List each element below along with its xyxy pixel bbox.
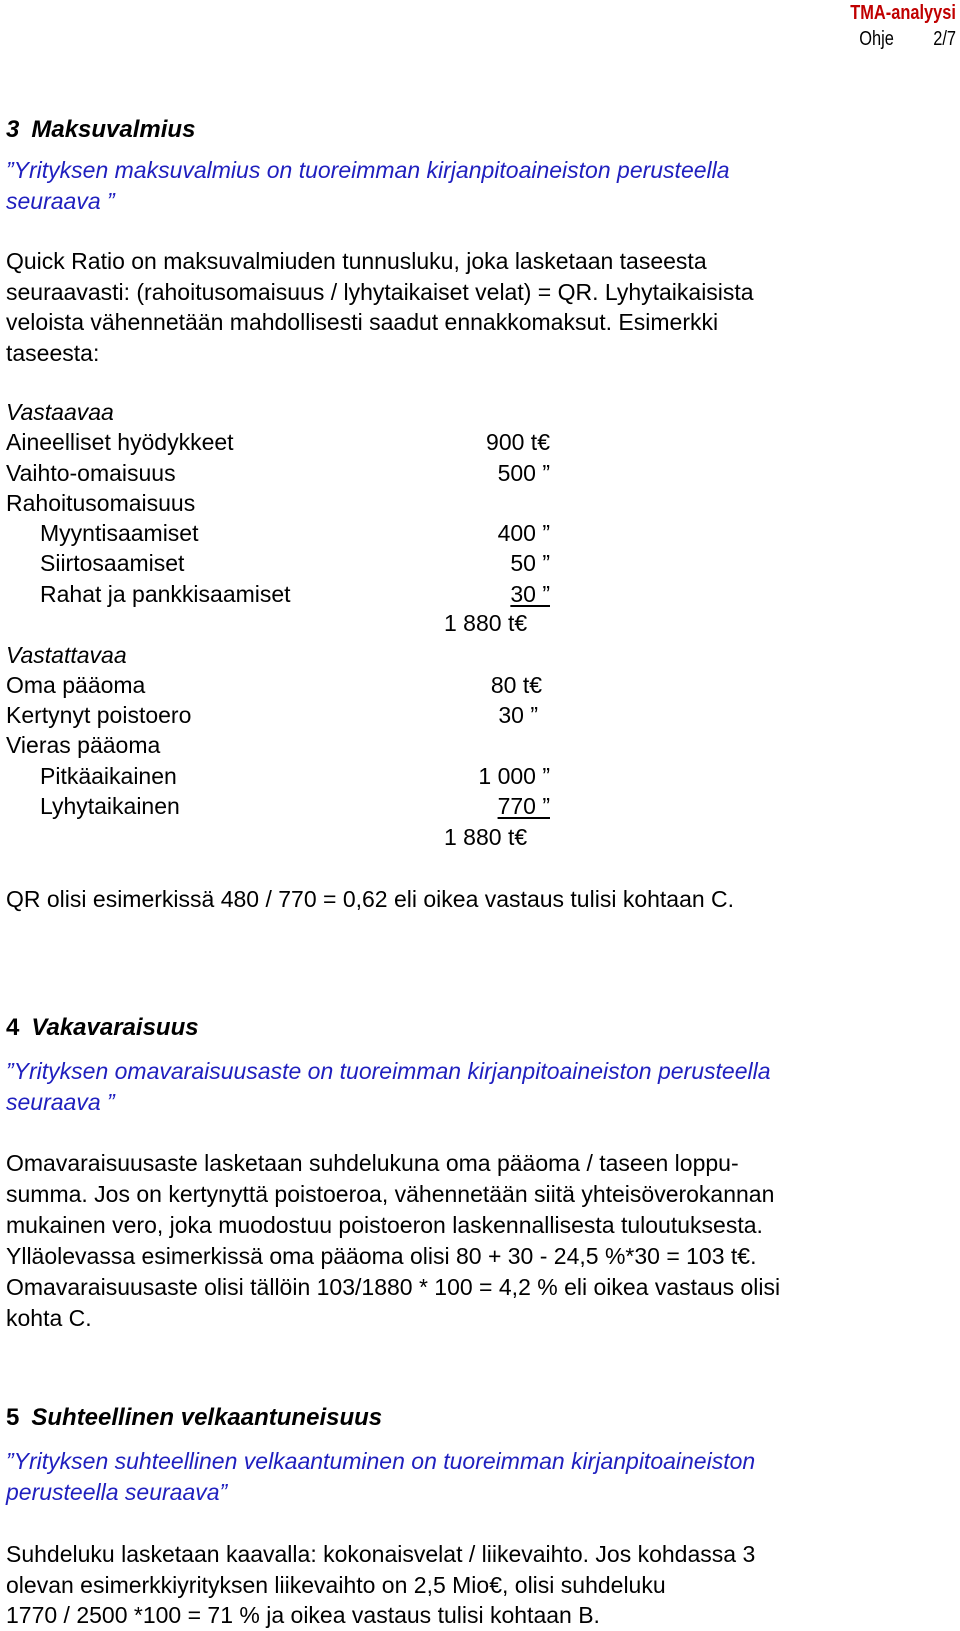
section-3-quote-line-1: ”Yrityksen maksuvalmius on tuoreimman kirjanpitoaineiston perusteella	[6, 157, 730, 183]
liability-label: Vieras pääoma	[6, 732, 161, 758]
liability-value: 770 ”	[497, 793, 550, 819]
liability-label: Lyhytaikainen	[40, 793, 180, 819]
liabilities-total: 1 880 t€	[444, 824, 528, 850]
asset-label: Myyntisaamiset	[40, 520, 199, 546]
section-3-number: 3	[6, 116, 20, 143]
section-4-title: Vakavaraisuus	[31, 1014, 199, 1041]
section-3-heading	[6, 114, 195, 145]
section-4-body-line-5: Omavaraisuusaste olisi tällöin 103/1880 * 100 = 4,2 % eli oikea vastaus olisi	[6, 1274, 781, 1300]
asset-row	[6, 548, 566, 579]
section-3-body-line-2: seuraavasti: (rahoitusomaisuus / lyhytaikaiset velat) = QR. Lyhytaikaisista	[6, 279, 754, 305]
section-3-body-line-1: Quick Ratio on maksuvalmiuden tunnusluku, joka lasketaan taseesta	[6, 248, 707, 274]
section-5-body-line-3: 1770 / 2500 *100 = 71 % ja oikea vastaus tulisi kohtaan B.	[6, 1602, 600, 1628]
asset-row	[6, 579, 566, 610]
section-5-quote-line-1: ”Yrityksen suhteellinen velkaantuminen on tuoreimman kirjanpitoaineiston	[6, 1448, 756, 1474]
asset-row	[6, 427, 566, 458]
section-5-title: Suhteellinen velkaantuneisuus	[31, 1404, 383, 1431]
section-5-number: 5	[6, 1404, 20, 1431]
section-4-body-line-6: kohta C.	[6, 1305, 92, 1331]
header-brand: TMA-analyysi	[850, 2, 956, 24]
liability-label: Kertynyt poistoero	[6, 702, 192, 728]
section-3-quote-line-2: seuraava ”	[6, 188, 115, 214]
liability-value: 30 ”	[498, 702, 538, 728]
section-4-body-line-1: Omavaraisuusaste lasketaan suhdelukuna oma pääoma / taseen loppu-	[6, 1150, 739, 1176]
section-3-title: Maksuvalmius	[31, 116, 196, 143]
asset-row	[6, 518, 566, 549]
page-number: 2/7	[933, 28, 956, 50]
liability-label: Pitkäaikainen	[40, 763, 177, 789]
section-5-heading	[6, 1402, 382, 1433]
liability-row	[6, 791, 566, 822]
section-5-body-line-2: olevan esimerkkiyrityksen liikevaihto on 2,5 Mio€, olisi suhdeluku	[6, 1572, 666, 1598]
asset-row	[6, 458, 566, 489]
asset-value: 30 ”	[510, 581, 550, 607]
asset-label: Siirtosaamiset	[40, 550, 185, 576]
section-3-conclusion: QR olisi esimerkissä 480 / 770 = 0,62 eli oikea vastaus tulisi kohtaan C.	[6, 886, 735, 912]
liability-row	[6, 700, 566, 731]
liability-row	[6, 761, 566, 792]
section-4-body-line-3: mukainen vero, joka muodostuu poistoeron laskennallisesta tuloutuksesta.	[6, 1212, 763, 1238]
header-doc-name: Ohje	[859, 28, 894, 50]
section-4-quote-line-2: seuraava ”	[6, 1089, 115, 1115]
section-4-body-line-4: Ylläolevassa esimerkissä oma pääoma olisi 80 + 30 - 24,5 %*30 = 103 t€.	[6, 1243, 757, 1269]
liabilities-heading: Vastattavaa	[6, 642, 127, 668]
assets-heading: Vastaavaa	[6, 399, 114, 425]
liability-row	[6, 670, 566, 701]
assets-total: 1 880 t€	[444, 610, 528, 636]
asset-value: 400 ”	[497, 520, 550, 546]
asset-label: Rahat ja pankkisaamiset	[40, 581, 291, 607]
section-5-body-line-1: Suhdeluku lasketaan kaavalla: kokonaisvelat / liikevaihto. Jos kohdassa 3	[6, 1541, 756, 1567]
liability-value: 80 t€	[490, 672, 542, 698]
asset-value: 50 ”	[510, 550, 550, 576]
section-4-quote-line-1: ”Yrityksen omavaraisuusaste on tuoreimman kirjanpitoaineiston perusteella	[6, 1058, 771, 1084]
asset-label: Rahoitusomaisuus	[6, 490, 196, 516]
liability-label: Oma pääoma	[6, 672, 146, 698]
asset-label: Vaihto-omaisuus	[6, 460, 176, 486]
section-5-quote-line-2: perusteella seuraava”	[6, 1479, 228, 1505]
header-doc-info	[859, 28, 956, 51]
section-4-number: 4	[6, 1014, 20, 1041]
asset-row	[6, 488, 566, 519]
liability-value: 1 000 ”	[478, 763, 550, 789]
section-4-heading	[6, 1012, 199, 1043]
section-3-body-line-4: taseesta:	[6, 340, 100, 366]
asset-value: 900 t€	[486, 429, 550, 455]
section-4-body-line-2: summa. Jos on kertynyttä poistoeroa, vähennetään siitä yhteisöverokannan	[6, 1181, 775, 1207]
section-3-body-line-3: veloista vähennetään mahdollisesti saadut ennakkomaksut. Esimerkki	[6, 309, 719, 335]
asset-value: 500 ”	[497, 460, 550, 486]
liability-row	[6, 730, 566, 761]
asset-label: Aineelliset hyödykkeet	[6, 429, 234, 455]
